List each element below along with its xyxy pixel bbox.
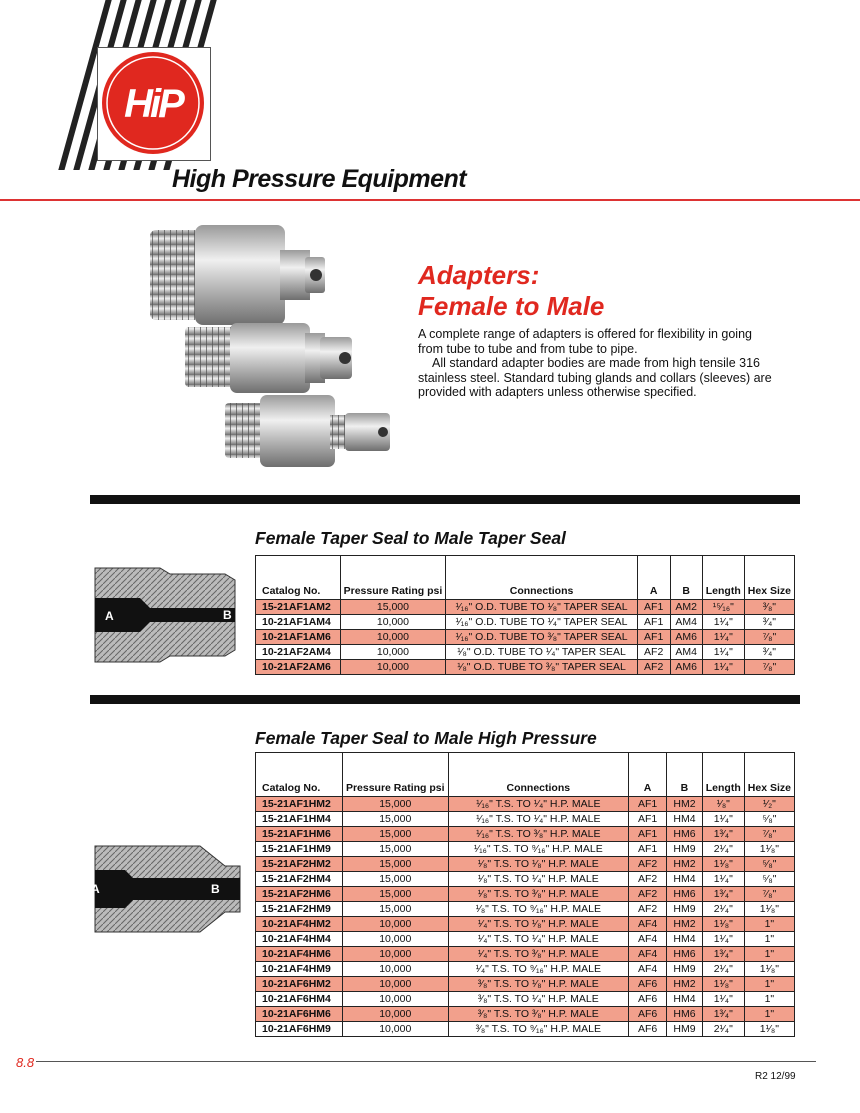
connections-cell: ¹⁄₈" T.S. TO ¹⁄₈" H.P. MALE (448, 857, 628, 872)
hex-cell: 1¹⁄₈" (744, 902, 794, 917)
catalog-number-cell: 15-21AF2HM9 (256, 902, 343, 917)
section1-title: Female Taper Seal to Male Taper Seal (255, 528, 566, 548)
footer-rule (36, 1061, 816, 1062)
hex-cell: 1" (744, 977, 794, 992)
catalog-number-cell: 10-21AF4HM9 (256, 962, 343, 977)
length-cell: 1³⁄₄" (702, 887, 744, 902)
pressure-cell: 15,000 (342, 872, 448, 887)
length-cell: 1¹⁄₈" (702, 977, 744, 992)
table-row (256, 917, 795, 932)
catalog-number-cell: 10-21AF1AM4 (256, 615, 341, 630)
table-row (256, 600, 795, 615)
b-cell: HM2 (667, 857, 703, 872)
pressure-cell: 15,000 (340, 600, 446, 615)
table-row (256, 887, 795, 902)
hex-cell: 1¹⁄₈" (744, 962, 794, 977)
pressure-cell: 15,000 (342, 812, 448, 827)
catalog-number-cell: 15-21AF1HM9 (256, 842, 343, 857)
col-length: Length (702, 556, 744, 600)
b-cell: AM6 (670, 660, 702, 675)
catalog-number-cell: 15-21AF1HM6 (256, 827, 343, 842)
connections-cell: ³⁄₈" T.S. TO ¹⁄₄" H.P. MALE (448, 992, 628, 1007)
hex-cell: 1" (744, 992, 794, 1007)
b-cell: AM2 (670, 600, 702, 615)
hex-cell: 1" (744, 1007, 794, 1022)
hip-logo (97, 47, 209, 159)
table-row (256, 857, 795, 872)
a-cell: AF6 (629, 1007, 667, 1022)
pressure-cell: 10,000 (342, 977, 448, 992)
intro-paragraph-2: All standard adapter bodies are made from high tensile 316 stainless steel. Standard tubing glands and collars (sleeves) are provided with adapters unless otherwise specified. (418, 356, 772, 399)
diagram1-label-b: B (223, 608, 232, 622)
connections-cell: ³⁄₈" T.S. TO ¹⁄₈" H.P. MALE (448, 977, 628, 992)
b-cell: AM4 (670, 645, 702, 660)
b-cell: AM4 (670, 615, 702, 630)
catalog-number-cell: 15-21AF1HM4 (256, 812, 343, 827)
hex-cell: 1¹⁄₈" (744, 1022, 794, 1037)
hex-cell: 1" (744, 947, 794, 962)
connections-cell: ¹⁄₈" O.D. TUBE TO ¹⁄₄" TAPER SEAL (446, 645, 638, 660)
pressure-cell: 10,000 (340, 630, 446, 645)
pressure-cell: 10,000 (342, 932, 448, 947)
catalog-number-cell: 15-21AF2HM6 (256, 887, 343, 902)
catalog-number-cell: 10-21AF6HM2 (256, 977, 343, 992)
length-cell: ¹⁵⁄₁₆" (702, 600, 744, 615)
col-connections: Connections (448, 753, 628, 797)
connections-cell: ¹⁄₄" T.S. TO ¹⁄₈" H.P. MALE (448, 917, 628, 932)
length-cell: 1¹⁄₄" (702, 615, 744, 630)
hex-cell: ¹⁄₂" (744, 797, 794, 812)
a-cell: AF1 (629, 827, 667, 842)
length-cell: 2¹⁄₄" (702, 842, 744, 857)
b-cell: HM4 (667, 932, 703, 947)
section-divider (90, 495, 800, 504)
length-cell: 1³⁄₄" (702, 827, 744, 842)
hex-cell: ⁷⁄₈" (744, 827, 794, 842)
catalog-number-cell: 10-21AF6HM6 (256, 1007, 343, 1022)
hex-cell: ⁷⁄₈" (744, 660, 794, 675)
connections-cell: ¹⁄₁₆" T.S. TO ³⁄₈" H.P. MALE (448, 827, 628, 842)
a-cell: AF2 (629, 872, 667, 887)
catalog-number-cell: 15-21AF1AM2 (256, 600, 341, 615)
length-cell: 1¹⁄₄" (702, 872, 744, 887)
length-cell: 1¹⁄₄" (702, 932, 744, 947)
hex-cell: ³⁄₄" (744, 615, 794, 630)
table-row (256, 902, 795, 917)
catalog-number-cell: 15-21AF2HM4 (256, 872, 343, 887)
pressure-cell: 10,000 (342, 962, 448, 977)
pressure-cell: 15,000 (342, 902, 448, 917)
b-cell: AM6 (670, 630, 702, 645)
col-b: B (667, 753, 703, 797)
catalog-number-cell: 15-21AF1HM2 (256, 797, 343, 812)
catalog-number-cell: 15-21AF2HM2 (256, 857, 343, 872)
connections-cell: ³⁄₈" T.S. TO ⁹⁄₁₆" H.P. MALE (448, 1022, 628, 1037)
col-hex: Hex Size (744, 753, 794, 797)
connections-cell: ¹⁄₁₆" T.S. TO ¹⁄₄" H.P. MALE (448, 812, 628, 827)
length-cell: 1¹⁄₄" (702, 992, 744, 1007)
b-cell: HM6 (667, 827, 703, 842)
hex-cell: ⁷⁄₈" (744, 887, 794, 902)
table-row (256, 932, 795, 947)
logo-wordmark: HiP (124, 82, 182, 126)
pressure-cell: 10,000 (340, 660, 446, 675)
connections-cell: ³⁄₈" T.S. TO ³⁄₈" H.P. MALE (448, 1007, 628, 1022)
connections-cell: ¹⁄₄" T.S. TO ¹⁄₄" H.P. MALE (448, 932, 628, 947)
b-cell: HM4 (667, 992, 703, 1007)
catalog-number-cell: 10-21AF2AM6 (256, 660, 341, 675)
connections-cell: ¹⁄₄" T.S. TO ⁹⁄₁₆" H.P. MALE (448, 962, 628, 977)
catalog-number-cell: 10-21AF4HM2 (256, 917, 343, 932)
connections-cell: ¹⁄₁₆" O.D. TUBE TO ³⁄₈" TAPER SEAL (446, 630, 638, 645)
pressure-cell: 15,000 (342, 797, 448, 812)
hex-cell: ³⁄₈" (744, 600, 794, 615)
col-pressure: Pressure Rating psi (342, 753, 448, 797)
b-cell: HM2 (667, 797, 703, 812)
col-a: A (629, 753, 667, 797)
a-cell: AF6 (629, 992, 667, 1007)
hex-cell: ⁷⁄₈" (744, 630, 794, 645)
a-cell: AF6 (629, 1022, 667, 1037)
hex-cell: ³⁄₄" (744, 645, 794, 660)
table-row (256, 1022, 795, 1037)
a-cell: AF1 (629, 797, 667, 812)
b-cell: HM9 (667, 1022, 703, 1037)
table-row (256, 615, 795, 630)
pressure-cell: 10,000 (342, 1007, 448, 1022)
col-length: Length (702, 753, 744, 797)
hex-cell: ⁵⁄₈" (744, 812, 794, 827)
revision-code: R2 12/99 (755, 1071, 796, 1082)
col-connections: Connections (446, 556, 638, 600)
a-cell: AF1 (637, 615, 670, 630)
length-cell: 1³⁄₄" (702, 1007, 744, 1022)
hex-cell: 1" (744, 917, 794, 932)
catalog-number-cell: 10-21AF6HM4 (256, 992, 343, 1007)
diagram1-label-a: A (105, 609, 114, 623)
hex-cell: ⁵⁄₈" (744, 857, 794, 872)
length-cell: 2¹⁄₄" (702, 902, 744, 917)
a-cell: AF2 (637, 660, 670, 675)
pressure-cell: 15,000 (342, 827, 448, 842)
pressure-cell: 15,000 (342, 842, 448, 857)
hex-cell: 1" (744, 932, 794, 947)
b-cell: HM2 (667, 977, 703, 992)
pressure-cell: 10,000 (342, 992, 448, 1007)
pressure-cell: 10,000 (342, 947, 448, 962)
length-cell: 1¹⁄₄" (702, 630, 744, 645)
pressure-cell: 15,000 (342, 887, 448, 902)
section2-cross-section-diagram (85, 840, 245, 938)
col-a: A (637, 556, 670, 600)
b-cell: HM4 (667, 872, 703, 887)
connections-cell: ¹⁄₈" T.S. TO ⁹⁄₁₆" H.P. MALE (448, 902, 628, 917)
connections-cell: ¹⁄₈" T.S. TO ³⁄₈" H.P. MALE (448, 887, 628, 902)
b-cell: HM9 (667, 962, 703, 977)
b-cell: HM6 (667, 887, 703, 902)
diagram2-label-b: B (211, 882, 220, 896)
a-cell: AF4 (629, 962, 667, 977)
b-cell: HM6 (667, 1007, 703, 1022)
pressure-cell: 10,000 (340, 645, 446, 660)
connections-cell: ¹⁄₁₆" O.D. TUBE TO ¹⁄₄" TAPER SEAL (446, 615, 638, 630)
length-cell: ¹⁄₈" (702, 797, 744, 812)
hex-cell: 1¹⁄₈" (744, 842, 794, 857)
table-row (256, 842, 795, 857)
table-row (256, 827, 795, 842)
col-catalog: Catalog No. (256, 753, 343, 797)
product-title-line2: Female to Male (418, 291, 605, 321)
table-row (256, 645, 795, 660)
section1-table (255, 555, 795, 675)
length-cell: 1¹⁄₈" (702, 857, 744, 872)
product-title (418, 260, 604, 322)
length-cell: 2¹⁄₄" (702, 1022, 744, 1037)
length-cell: 1¹⁄₄" (702, 660, 744, 675)
a-cell: AF1 (637, 600, 670, 615)
product-description (418, 327, 778, 400)
connections-cell: ¹⁄₁₆" T.S. TO ¹⁄₄" H.P. MALE (448, 797, 628, 812)
length-cell: 1¹⁄₄" (702, 812, 744, 827)
table-row (256, 1007, 795, 1022)
connections-cell: ¹⁄₈" T.S. TO ¹⁄₄" H.P. MALE (448, 872, 628, 887)
a-cell: AF4 (629, 947, 667, 962)
a-cell: AF1 (637, 630, 670, 645)
table-row (256, 977, 795, 992)
a-cell: AF2 (637, 645, 670, 660)
b-cell: HM4 (667, 812, 703, 827)
length-cell: 1¹⁄₈" (702, 917, 744, 932)
col-b: B (670, 556, 702, 600)
page-title: High Pressure Equipment (172, 165, 467, 193)
length-cell: 1³⁄₄" (702, 947, 744, 962)
section-divider (90, 695, 800, 704)
table-row (256, 660, 795, 675)
section1-cross-section-diagram (85, 566, 250, 664)
a-cell: AF2 (629, 902, 667, 917)
b-cell: HM9 (667, 842, 703, 857)
hex-cell: ⁵⁄₈" (744, 872, 794, 887)
length-cell: 2¹⁄₄" (702, 962, 744, 977)
a-cell: AF1 (629, 812, 667, 827)
col-hex: Hex Size (744, 556, 794, 600)
a-cell: AF2 (629, 887, 667, 902)
pressure-cell: 15,000 (342, 857, 448, 872)
length-cell: 1¹⁄₄" (702, 645, 744, 660)
table-row (256, 992, 795, 1007)
b-cell: HM9 (667, 902, 703, 917)
pressure-cell: 10,000 (342, 917, 448, 932)
table-row (256, 872, 795, 887)
b-cell: HM2 (667, 917, 703, 932)
connections-cell: ¹⁄₁₆" T.S. TO ⁹⁄₁₆" H.P. MALE (448, 842, 628, 857)
catalog-number-cell: 10-21AF6HM9 (256, 1022, 343, 1037)
col-catalog: Catalog No. (256, 556, 341, 600)
catalog-number-cell: 10-21AF2AM4 (256, 645, 341, 660)
pressure-cell: 10,000 (340, 615, 446, 630)
table-row (256, 962, 795, 977)
table-row (256, 812, 795, 827)
connections-cell: ¹⁄₁₆" O.D. TUBE TO ¹⁄₈" TAPER SEAL (446, 600, 638, 615)
table-row (256, 947, 795, 962)
diagram2-label-a: A (91, 882, 100, 896)
connections-cell: ¹⁄₄" T.S. TO ³⁄₈" H.P. MALE (448, 947, 628, 962)
a-cell: AF1 (629, 842, 667, 857)
a-cell: AF4 (629, 917, 667, 932)
a-cell: AF2 (629, 857, 667, 872)
connections-cell: ¹⁄₈" O.D. TUBE TO ³⁄₈" TAPER SEAL (446, 660, 638, 675)
pressure-cell: 10,000 (342, 1022, 448, 1037)
catalog-number-cell: 10-21AF1AM6 (256, 630, 341, 645)
b-cell: HM6 (667, 947, 703, 962)
adapters-photo (140, 215, 410, 483)
page-number: 8.8 (16, 1055, 35, 1070)
table-row (256, 797, 795, 812)
table-row (256, 630, 795, 645)
product-title-line1: Adapters: (418, 260, 540, 290)
section2-table (255, 752, 795, 1037)
catalog-number-cell: 10-21AF4HM6 (256, 947, 343, 962)
catalog-number-cell: 10-21AF4HM4 (256, 932, 343, 947)
a-cell: AF6 (629, 977, 667, 992)
intro-paragraph-1: A complete range of adapters is offered for flexibility in going from tube to tube and from tube to pipe. (418, 327, 752, 356)
col-pressure: Pressure Rating psi (340, 556, 446, 600)
a-cell: AF4 (629, 932, 667, 947)
section2-title: Female Taper Seal to Male High Pressure (255, 728, 597, 748)
header-rule (0, 199, 860, 201)
